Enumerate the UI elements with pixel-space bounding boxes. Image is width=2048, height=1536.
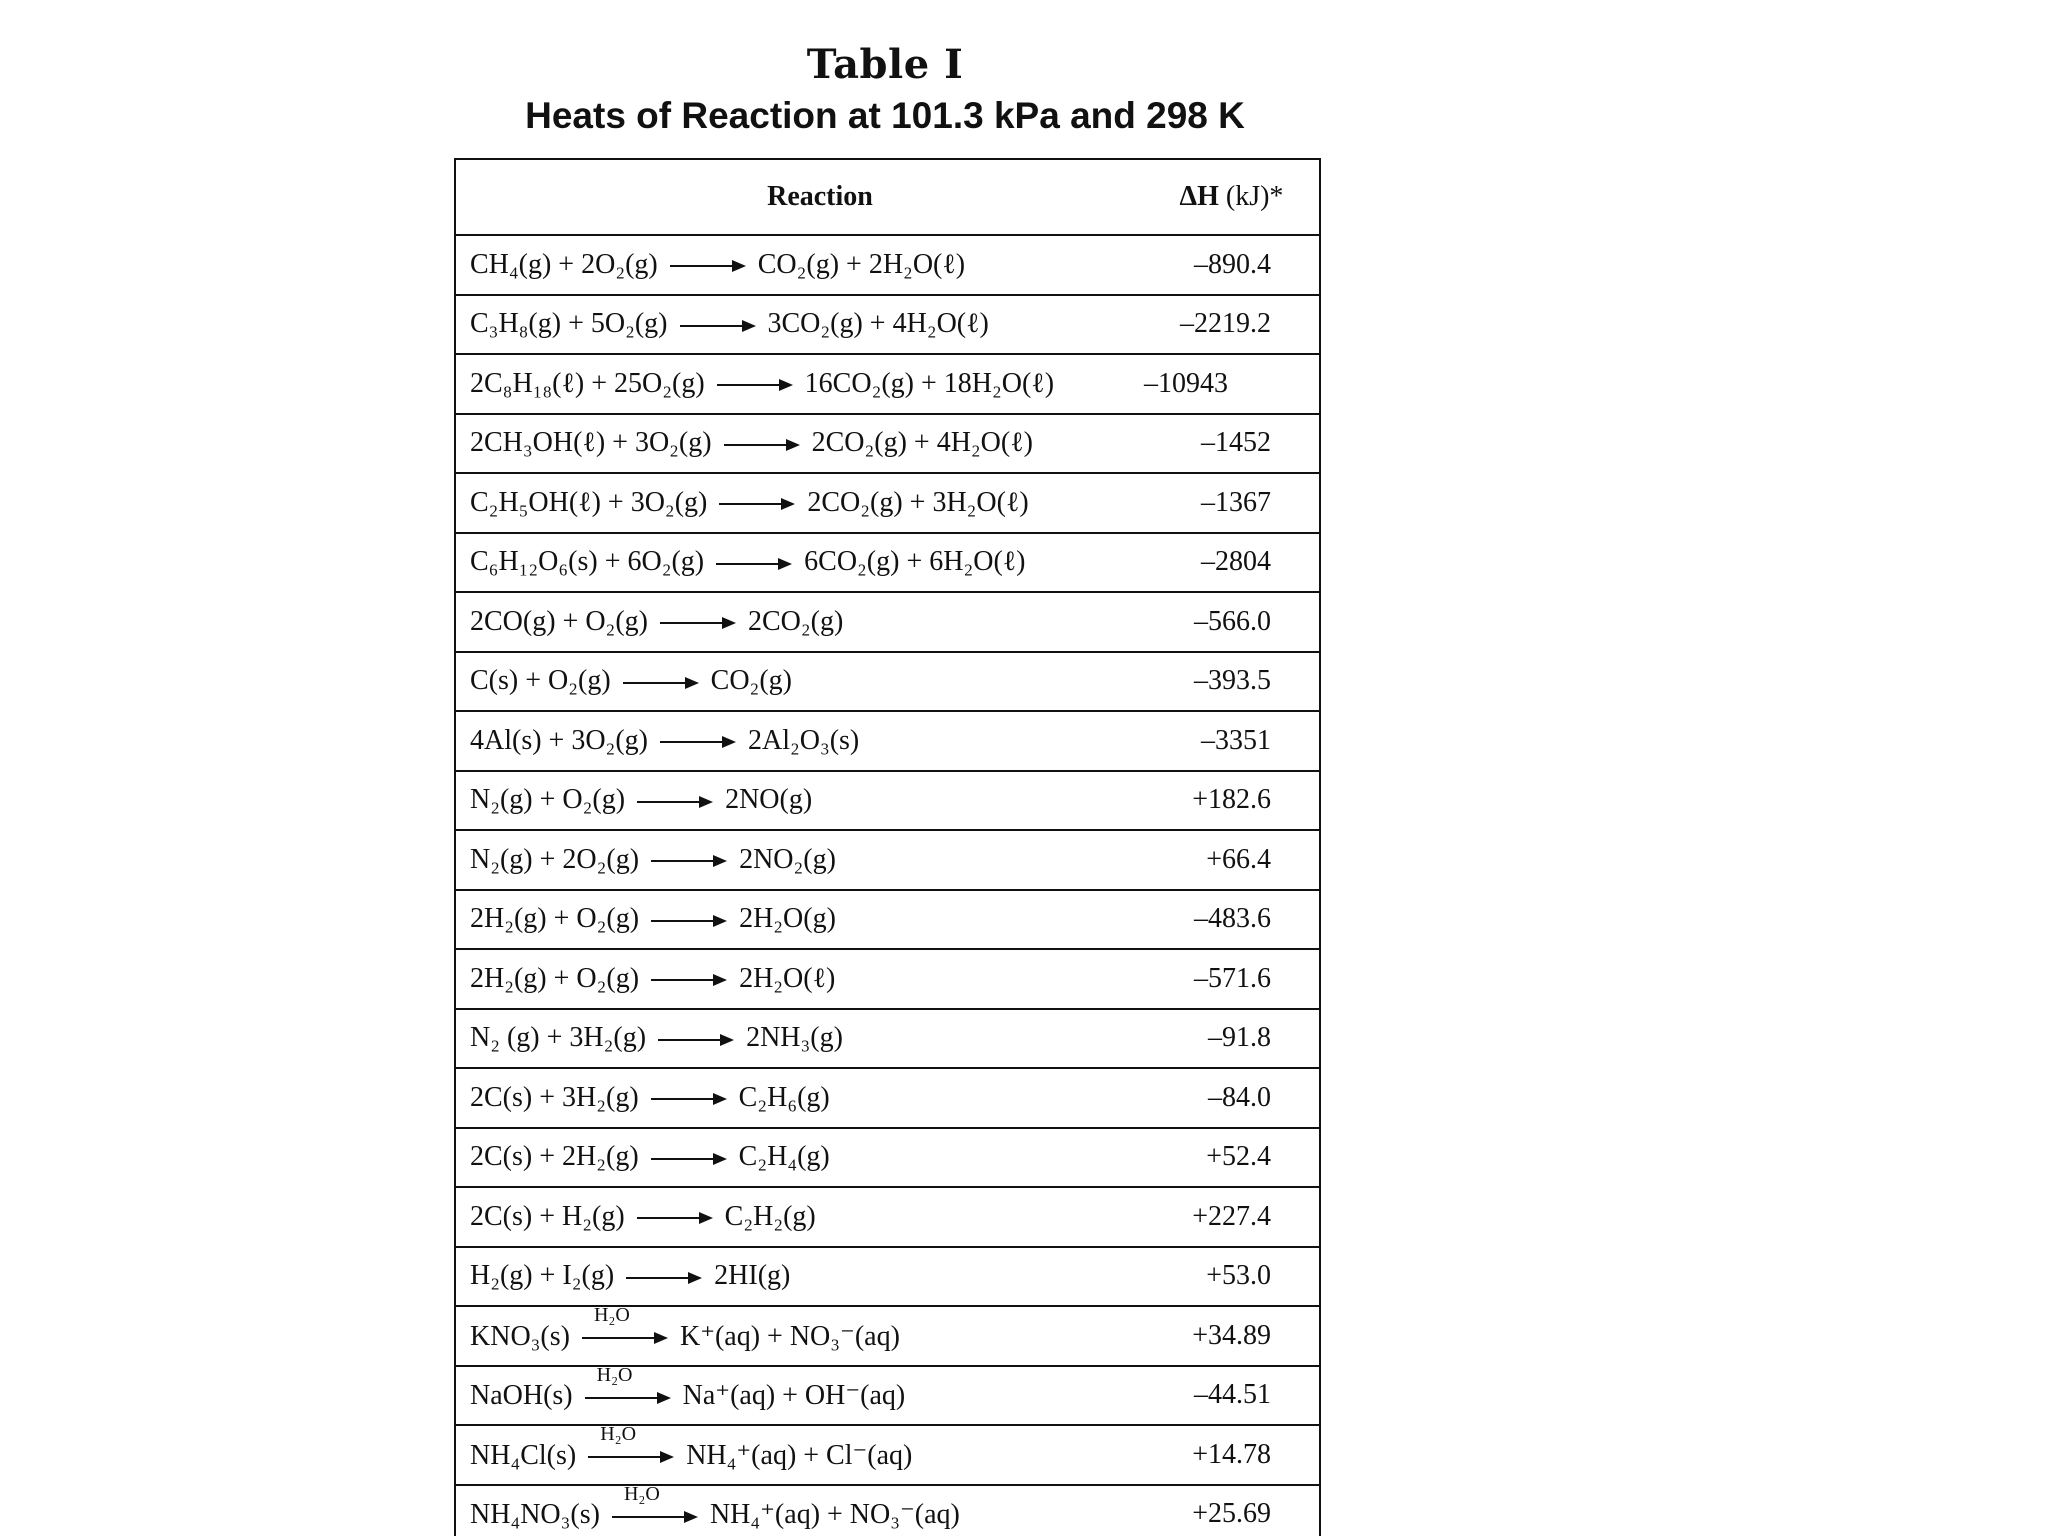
products: C₂H₂(g)	[724, 1200, 816, 1232]
reactants: C(s) + O₂(g)	[470, 665, 611, 697]
table-row	[455, 235, 1320, 295]
delta-h-value: –571.6	[1144, 949, 1320, 1009]
delta-h-value: –44.51	[1144, 1366, 1320, 1426]
reactants: CH₄(g) + 2O₂(g)	[470, 248, 658, 280]
reaction-cell	[455, 890, 1144, 950]
reaction-arrow-icon	[637, 795, 713, 809]
table-row	[455, 1128, 1320, 1188]
products: NH₄⁺(aq) + NO₃⁻(aq)	[709, 1499, 960, 1531]
reactants: NH₄NO₃(s)	[470, 1499, 600, 1531]
reaction-arrow-icon	[651, 1152, 727, 1166]
table-row	[455, 949, 1320, 1009]
delta-h-unit: (kJ)*	[1218, 181, 1284, 212]
table-row	[455, 1247, 1320, 1307]
reaction-cell	[455, 711, 1144, 771]
delta-h-value: –393.5	[1144, 652, 1320, 712]
table-row	[455, 295, 1320, 355]
reaction-cell	[455, 1425, 1144, 1485]
products: 2CO₂(g)	[747, 605, 844, 637]
reaction-cell	[455, 354, 1144, 414]
products: K⁺(aq) + NO₃⁻(aq)	[679, 1320, 900, 1352]
delta-h-value: –483.6	[1144, 890, 1320, 950]
reaction-arrow-icon	[588, 1423, 674, 1464]
reaction-arrow-icon	[716, 557, 792, 571]
solvent-label: H₂O	[623, 1482, 660, 1505]
reaction-arrow-icon	[651, 854, 727, 868]
delta-h-value: –566.0	[1144, 592, 1320, 652]
title-block	[455, 40, 1315, 140]
reactants: 2C(s) + 2H₂(g)	[470, 1141, 639, 1173]
reaction-arrow-icon	[680, 319, 756, 333]
reaction-cell	[455, 533, 1144, 593]
reactants: 2C(s) + 3H₂(g)	[470, 1081, 639, 1113]
reaction-arrow-icon	[717, 378, 793, 392]
reactants: C₃H₈(g) + 5O₂(g)	[470, 308, 668, 340]
table-row	[455, 533, 1320, 593]
reactants: 2C₈H₁₈(ℓ) + 25O₂(g)	[470, 367, 705, 399]
table-label: Table I	[806, 41, 964, 88]
reaction-arrow-icon	[651, 973, 727, 987]
reaction-arrow-icon	[651, 1092, 727, 1106]
reaction-arrow-icon	[719, 497, 795, 511]
products: 2CO₂(g) + 3H₂O(ℓ)	[807, 486, 1029, 518]
table-row	[455, 1485, 1320, 1536]
reaction-cell	[455, 771, 1144, 831]
delta-h-value: +34.89	[1144, 1306, 1320, 1366]
reaction-cell	[455, 235, 1144, 295]
table-row	[455, 830, 1320, 890]
delta-h-symbol: ΔH	[1179, 181, 1219, 212]
products: 2H₂O(ℓ)	[739, 962, 836, 994]
table-row	[455, 1187, 1320, 1247]
delta-h-value: –3351	[1144, 711, 1320, 771]
products: 2NO(g)	[725, 784, 813, 816]
table-row	[455, 1306, 1320, 1366]
reaction-arrow-icon	[612, 1482, 698, 1524]
products: 16CO₂(g) + 18H₂O(ℓ)	[804, 367, 1055, 399]
reaction-cell	[455, 473, 1144, 533]
table-row	[455, 1068, 1320, 1128]
delta-h-value: –91.8	[1144, 1009, 1320, 1069]
table-row	[455, 592, 1320, 652]
table-row	[455, 1366, 1320, 1426]
reaction-arrow-icon	[670, 259, 746, 273]
table-row	[455, 890, 1320, 950]
products: 3CO₂(g) + 4H₂O(ℓ)	[767, 308, 989, 340]
table-row	[455, 771, 1320, 831]
products: 2HI(g)	[714, 1260, 791, 1292]
reaction-arrow-icon	[626, 1271, 702, 1285]
reaction-arrow-icon	[585, 1363, 671, 1405]
header-reaction: Reaction	[455, 159, 1144, 235]
reactants: H₂(g) + I₂(g)	[470, 1260, 615, 1292]
reactants: 2CH₃OH(ℓ) + 3O₂(g)	[470, 427, 712, 459]
reactants: N₂(g) + O₂(g)	[470, 784, 626, 816]
reaction-cell	[455, 949, 1144, 1009]
reactants: 2CO(g) + O₂(g)	[470, 605, 648, 637]
delta-h-value: +66.4	[1144, 830, 1320, 890]
delta-h-value: +25.69	[1144, 1485, 1320, 1536]
products: Na⁺(aq) + OH⁻(aq)	[682, 1380, 906, 1412]
reaction-arrow-icon	[582, 1304, 668, 1345]
reaction-cell	[455, 1068, 1144, 1128]
products: 2NH₃(g)	[746, 1022, 843, 1054]
delta-h-value: –84.0	[1144, 1068, 1320, 1128]
delta-h-value: –2219.2	[1144, 295, 1320, 355]
reaction-cell	[455, 1187, 1144, 1247]
reaction-cell	[455, 1009, 1144, 1069]
products: CO₂(g)	[710, 665, 792, 697]
reaction-cell	[455, 652, 1144, 712]
table-row	[455, 652, 1320, 712]
table-row	[455, 1009, 1320, 1069]
products: 2CO₂(g) + 4H₂O(ℓ)	[811, 427, 1033, 459]
table-header-row	[455, 159, 1320, 235]
table-row	[455, 354, 1320, 414]
reaction-cell	[455, 1363, 1144, 1426]
reactants: 2H₂(g) + O₂(g)	[470, 962, 640, 994]
table-row	[455, 711, 1320, 771]
reactants: N₂ (g) + 3H₂(g)	[470, 1022, 647, 1054]
reactants: C₆H₁₂O₆(s) + 6O₂(g)	[470, 546, 705, 578]
reaction-cell	[455, 1482, 1144, 1536]
delta-h-value: +53.0	[1144, 1247, 1320, 1307]
reactants: 4Al(s) + 3O₂(g)	[470, 724, 648, 756]
reaction-arrow-icon	[660, 735, 736, 749]
delta-h-value: +14.78	[1144, 1425, 1320, 1485]
table-body	[455, 235, 1320, 1536]
delta-h-value: –890.4	[1144, 235, 1320, 295]
reactants: N₂(g) + 2O₂(g)	[470, 843, 640, 875]
reaction-arrow-icon	[724, 438, 800, 452]
reactants: 2C(s) + H₂(g)	[470, 1200, 625, 1232]
products: NH₄⁺(aq) + Cl⁻(aq)	[686, 1439, 913, 1471]
reactants: NH₄Cl(s)	[470, 1439, 577, 1471]
reaction-cell	[455, 1306, 1144, 1366]
table-heading: Heats of Reaction at 101.3 kPa and 298 K	[525, 95, 1245, 136]
products: 6CO₂(g) + 6H₂O(ℓ)	[804, 546, 1026, 578]
delta-h-value: –1452	[1144, 414, 1320, 474]
reaction-cell	[455, 1128, 1144, 1188]
reactants: KNO₃(s)	[470, 1320, 570, 1352]
solvent-label: H₂O	[600, 1423, 637, 1446]
header-delta-h	[1144, 159, 1320, 235]
delta-h-value: +52.4	[1144, 1128, 1320, 1188]
reaction-arrow-icon	[658, 1033, 734, 1047]
products: 2H₂O(g)	[739, 903, 836, 935]
solvent-label: H₂O	[596, 1363, 633, 1386]
reaction-arrow-icon	[651, 914, 727, 928]
delta-h-value: –10943	[1144, 354, 1320, 414]
products: 2Al₂O₃(s)	[747, 724, 860, 756]
reaction-cell	[455, 592, 1144, 652]
table-row	[455, 414, 1320, 474]
delta-h-value: –2804	[1144, 533, 1320, 593]
products: C₂H₄(g)	[738, 1141, 830, 1173]
reactants: 2H₂(g) + O₂(g)	[470, 903, 640, 935]
products: CO₂(g) + 2H₂O(ℓ)	[757, 248, 966, 280]
reaction-arrow-icon	[623, 676, 699, 690]
reaction-cell	[455, 1247, 1144, 1307]
heats-of-reaction-table	[454, 158, 1321, 1536]
reactants: C₂H₅OH(ℓ) + 3O₂(g)	[470, 486, 708, 518]
delta-h-value: +182.6	[1144, 771, 1320, 831]
reaction-cell	[455, 830, 1144, 890]
solvent-label: H₂O	[593, 1304, 630, 1327]
reaction-arrow-icon	[637, 1211, 713, 1225]
reactants: NaOH(s)	[470, 1380, 573, 1412]
reaction-arrow-icon	[660, 616, 736, 630]
delta-h-value: –1367	[1144, 473, 1320, 533]
reaction-cell	[455, 295, 1144, 355]
products: C₂H₆(g)	[738, 1081, 830, 1113]
delta-h-value: +227.4	[1144, 1187, 1320, 1247]
table-row	[455, 1425, 1320, 1485]
reaction-cell	[455, 414, 1144, 474]
table-row	[455, 473, 1320, 533]
products: 2NO₂(g)	[739, 843, 836, 875]
